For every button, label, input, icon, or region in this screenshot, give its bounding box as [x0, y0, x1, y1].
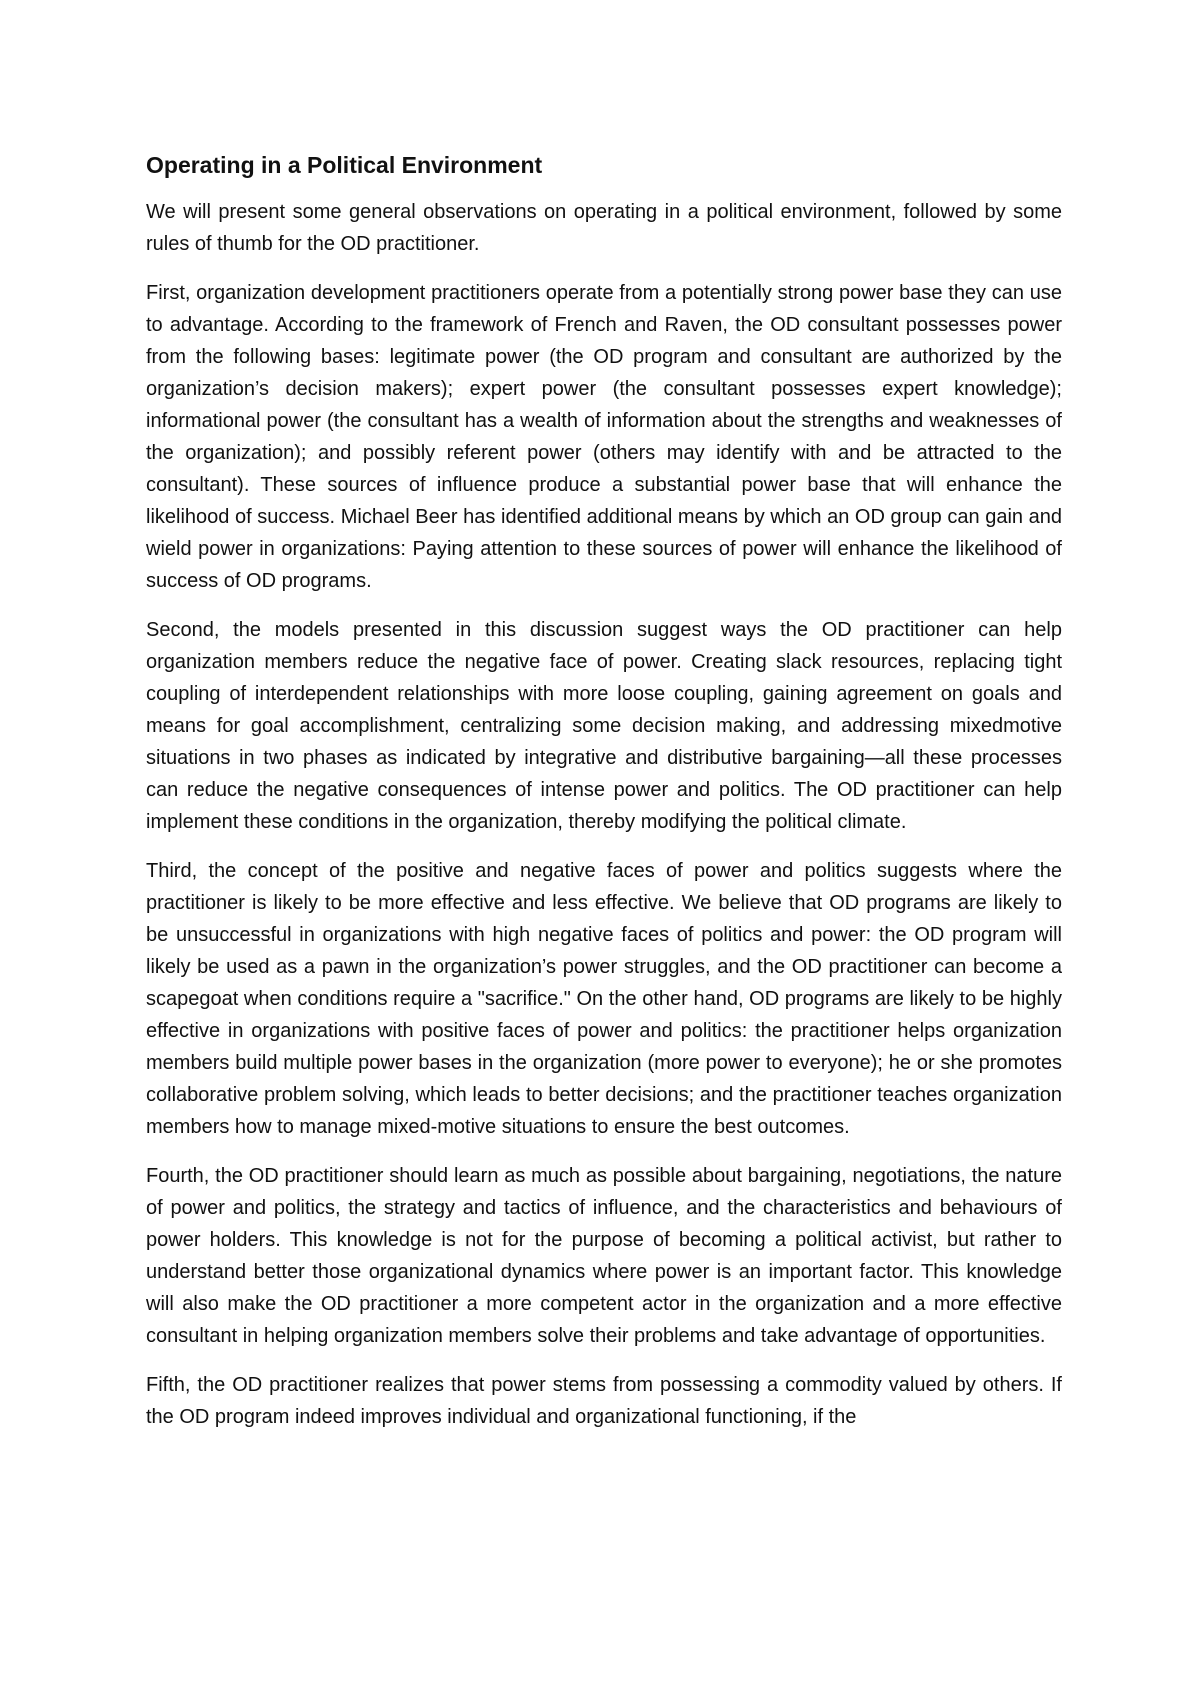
document-title: Operating in a Political Environment — [146, 152, 543, 178]
paragraph-fourth: Fourth, the OD practitioner should learn as much as possible about bargaining, negotiations, the nature of power and politics, the strategy and tactics of influence, and the characteristics and behaviours of power holders. This knowledge is not for the purpose of becoming a political activist, but rather to understand better those organizational dynamics where power is an important factor. This knowledge will also make the OD practitioner a more competent actor in the organization and a more effective consultant in helping organization members solve their problems and take advantage of opportunities. — [146, 1165, 1062, 1347]
paragraph-second: Second, the models presented in this discussion suggest ways the OD practitioner can help organization members reduce the negative face of power. Creating slack resources, replacing tight coupling of interdependent relationships with more loose coupling, gaining agreement on goals and means for goal accomplishment, centralizing some decision making, and addressing mixedmotive situations in two phases as indicated by integrative and distributive bargaining—all these processes can reduce the negative consequences of intense power and politics. The OD practitioner can help implement these conditions in the organization, thereby modifying the political climate. — [146, 619, 1062, 833]
paragraph-third: Third, the concept of the positive and negative faces of power and politics suggests where the practitioner is likely to be more effective and less effective. We believe that OD programs are likely to be unsuccessful in organizations with high negative faces of politics and power: the OD program will likely be used as a pawn in the organization’s power struggles, and the OD practitioner can become a scapegoat when conditions require a "sacrifice." On the other hand, OD programs are likely to be highly effective in organizations with positive faces of power and politics: the practitioner helps organization members build multiple power bases in the organization (more power to everyone); he or she promotes collaborative problem solving, which leads to better decisions; and the practitioner teaches organization members how to manage mixed-motive situations to ensure the best outcomes. — [146, 860, 1062, 1138]
paragraph-fifth: Fifth, the OD practitioner realizes that power stems from possessing a commodity valued by others. If the OD program indeed improves individual and organizational functioning, if the — [146, 1374, 1062, 1428]
paragraph-intro: We will present some general observations on operating in a political environment, followed by some rules of thumb for the OD practitioner. — [146, 201, 1062, 255]
paragraph-first: First, organization development practitioners operate from a potentially strong power base they can use to advantage. According to the framework of French and Raven, the OD consultant possesses power from the following bases: legitimate power (the OD program and consultant are authorized by the organization’s decision makers); expert power (the consultant possesses expert knowledge); informational power (the consultant has a wealth of information about the strengths and weaknesses of the organization); and possibly referent power (others may identify with and be attracted to the consultant). These sources of influence produce a substantial power base that will enhance the likelihood of success. Michael Beer has identified additional means by which an OD group can gain and wield power in organizations: Paying attention to these sources of power will enhance the likelihood of success of OD programs. — [146, 282, 1062, 592]
